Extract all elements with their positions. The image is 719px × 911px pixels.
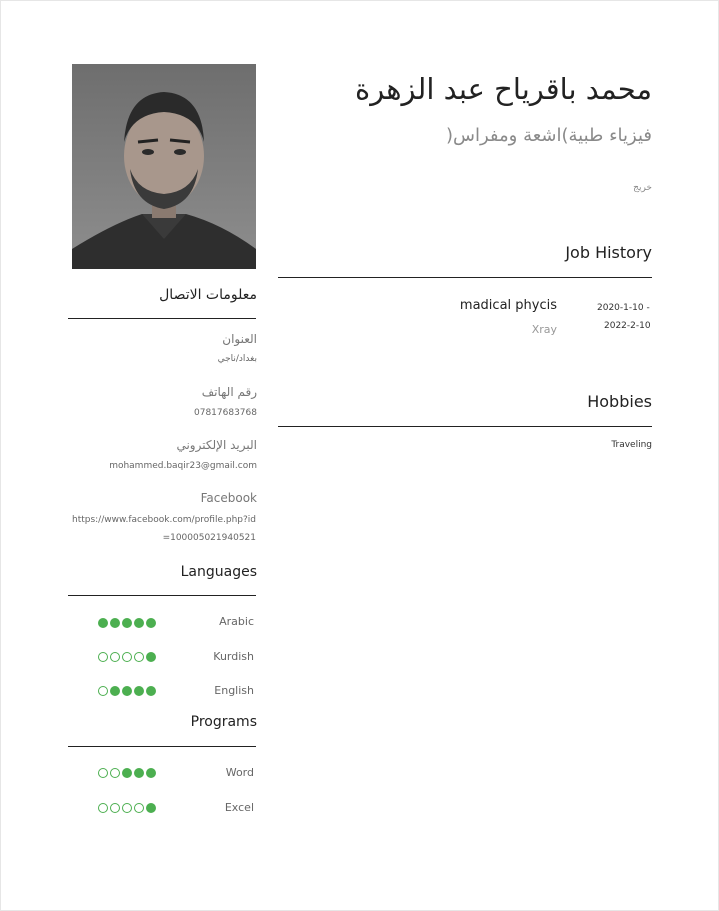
hobbies-title: Hobbies — [587, 392, 652, 411]
program-rating-excel — [98, 803, 156, 813]
language-arabic: Arabic — [219, 615, 254, 628]
facebook-url[interactable]: https://www.facebook.com/profile.php?id=100005021940521 — [71, 515, 256, 543]
hobbies-divider — [278, 426, 652, 427]
language-rating-english — [98, 686, 156, 696]
rating-dot — [98, 686, 108, 696]
rating-dot — [146, 618, 156, 628]
job-date-end: 2022-2-10 — [604, 321, 651, 331]
program-excel: Excel — [224, 801, 254, 814]
person-name: محمد باقرياح عبد الزهرة — [355, 72, 652, 106]
contact-title: معلومات الاتصال — [159, 287, 257, 303]
job-organization: Xray — [531, 323, 557, 336]
rating-dot — [146, 652, 156, 662]
rating-dot — [146, 803, 156, 813]
language-english: English — [214, 684, 254, 697]
rating-dot — [134, 652, 144, 662]
contact-divider — [68, 318, 256, 319]
address-label: العنوان — [222, 332, 257, 346]
rating-dot — [146, 686, 156, 696]
rating-dot — [122, 618, 132, 628]
rating-dot — [122, 652, 132, 662]
languages-title: Languages — [180, 564, 257, 580]
rating-dot — [110, 618, 120, 628]
rating-dot — [122, 768, 132, 778]
programs-title: Programs — [190, 714, 257, 730]
programs-divider — [68, 746, 256, 747]
rating-dot — [134, 803, 144, 813]
program-word: Word — [225, 766, 254, 779]
language-rating-kurdish — [98, 652, 156, 662]
job-history-title: Job History — [565, 243, 652, 262]
rating-dot — [110, 768, 120, 778]
phone-label: رقم الهاتف — [201, 385, 257, 399]
profile-photo — [72, 64, 256, 269]
email-value[interactable]: mohammed.baqir23@gmail.com — [109, 461, 257, 471]
email-label: البريد الإلكتروني — [176, 438, 257, 452]
rating-dot — [146, 768, 156, 778]
graduation-status: خريج — [633, 183, 652, 193]
rating-dot — [110, 652, 120, 662]
rating-dot — [122, 803, 132, 813]
language-kurdish: Kurdish — [213, 650, 254, 663]
rating-dot — [98, 768, 108, 778]
job-date-start: 2020-1-10 - — [597, 303, 650, 313]
language-rating-arabic — [98, 618, 156, 628]
hobby-item: Traveling — [611, 440, 652, 450]
rating-dot — [134, 618, 144, 628]
rating-dot — [110, 803, 120, 813]
languages-divider — [68, 595, 256, 596]
program-rating-word — [98, 768, 156, 778]
job-title: فيزياء طبية)اشعة ومفراس( — [445, 125, 652, 146]
rating-dot — [98, 803, 108, 813]
job-role: madical phycis — [459, 298, 557, 313]
rating-dot — [134, 686, 144, 696]
rating-dot — [110, 686, 120, 696]
phone-value: 07817683768 — [194, 408, 257, 418]
rating-dot — [122, 686, 132, 696]
address-value: بغداد/ناجي — [217, 354, 257, 364]
rating-dot — [134, 768, 144, 778]
facebook-label: Facebook — [200, 491, 257, 505]
rating-dot — [98, 618, 108, 628]
rating-dot — [98, 652, 108, 662]
job-history-divider — [278, 277, 652, 278]
